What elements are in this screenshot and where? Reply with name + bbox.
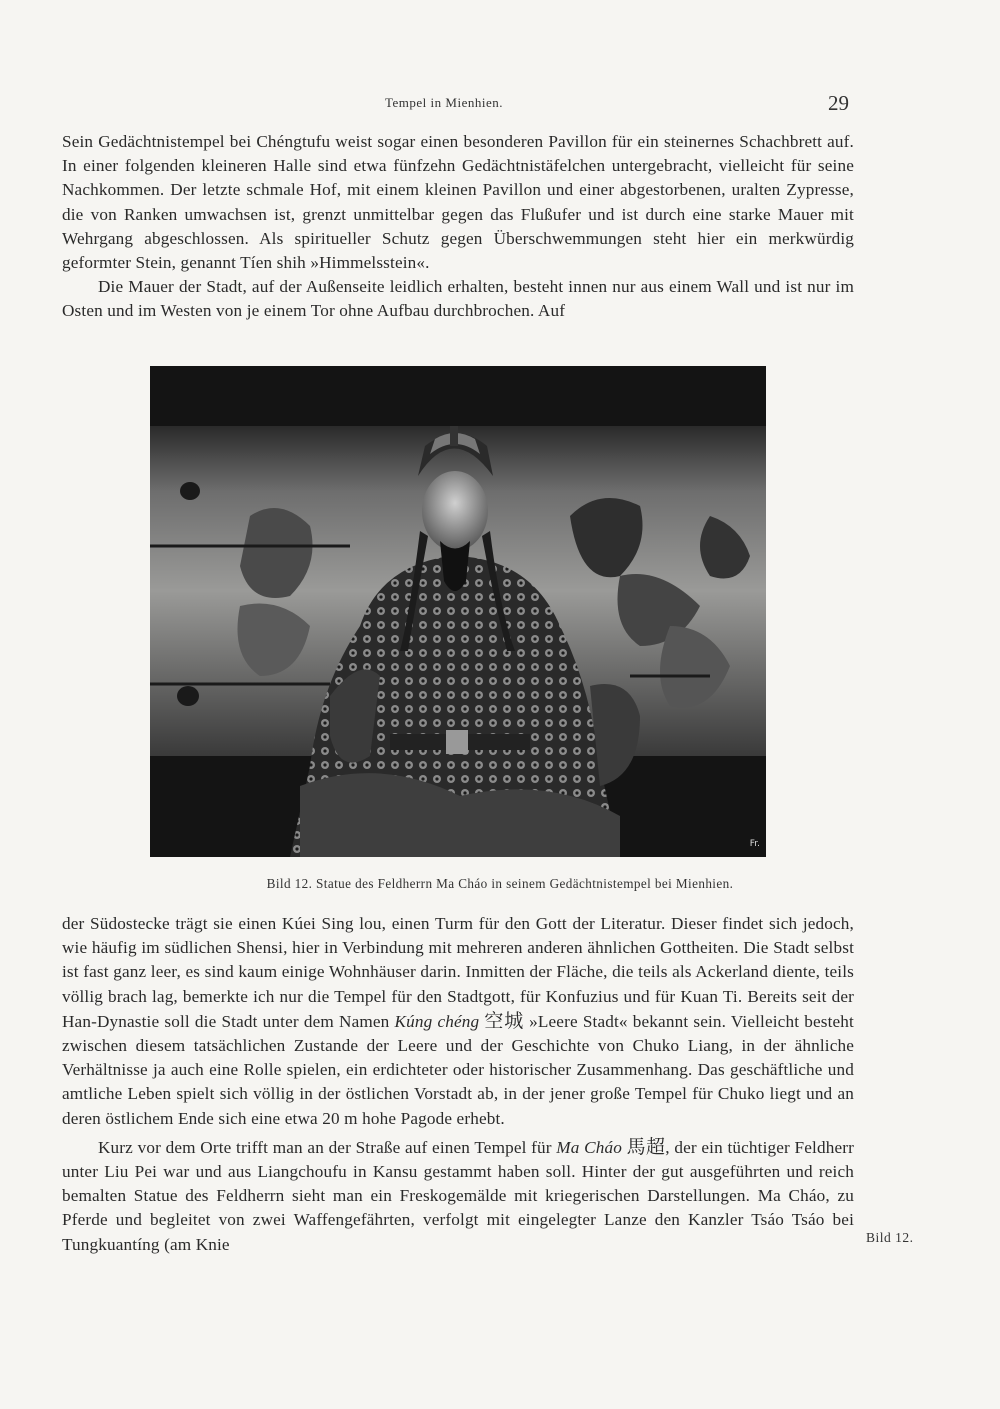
running-title: Tempel in Mienhien. (385, 95, 503, 110)
paragraph (62, 1135, 854, 1257)
paragraph: Sein Gedächtnistempel bei Chéngtufu weist sogar einen besonderen Pavillon für ein steinernes Schachbrett auf. In einer folgenden kleineren Halle sind etwa fünfzehn Gedächtnistäfelchen untergebracht, vielleicht für seine Nachkommen. Der letzte schmale Hof, mit einem kleinen Pavillon und einer abgestorbenen, uralten Zypresse, die von Ranken umwachsen ist, grenzt unmittelbar gegen das Flußufer und ist durch eine starke Mauer mit Wehrgang abgeschlossen. Als spiritueller Schutz gegen Überschwemmungen steht hier ein merkwürdig geformter Stein, genannt Tíen shih »Himmelsstein«. (62, 132, 854, 273)
figure-caption: Bild 12. Statue des Feldherrn Ma Cháo in seinem Gedächtnistempel bei Mienhien. (266, 876, 734, 891)
page-number: 29 (828, 91, 849, 115)
chinese-characters: 馬超 (626, 1135, 666, 1158)
statue-photograph (150, 366, 766, 857)
paragraph (62, 912, 854, 1131)
text-block-top (62, 130, 854, 324)
text-block-bottom (62, 912, 854, 1257)
text-run: Kurz vor dem Orte trifft man an der Straße auf einen Tempel für (98, 1137, 557, 1157)
text-run: »Leere Stadt« bekannt sein. Vielleicht besteht zwischen diesem tatsächlichen Zustande der Leere und der Geschichte von Chuko Liang, in der ähnliche Verhältnisse ja auch eine Rolle spielen, ein erdichteter oder historischer Zusammenhang. Das geschäftliche und amtliche Leben spielt sich völlig in der östlichen Vorstadt ab, in der jener große Tempel für Chuko liegt und an deren östlichem Ende sich eine etwa 20 m hohe Pagode erhebt. (62, 1011, 854, 1128)
page-header (0, 93, 1000, 119)
chinese-characters: 空城 (484, 1009, 525, 1032)
photographer-mark: Fr. (749, 839, 760, 849)
paragraph: Die Mauer der Stadt, auf der Außenseite leidlich erhalten, besteht innen nur aus einem Wall und ist nur im Osten und im Westen von je einem Tor ohne Aufbau durchbrochen. Auf (62, 277, 854, 321)
text-run: , der ein tüchtiger Feldherr unter Liu Pei war und aus Liangchoufu in Kansu gestammt haben soll. Hinter der gut ausgeführten und reich bemalten Statue des Feldherrn sieht man ein Freskogemälde mit kriegerischen Darstellungen. Ma Cháo, zu Pferde und begleitet von zwei Waffengefährten, verfolgt mit eingelegter Lanze den Kanzler Tsáo Tsáo bei Tungkuantíng (am Knie (62, 1137, 854, 1254)
statue-photo-illustration (150, 366, 766, 857)
margin-note: Bild 12. (866, 1230, 914, 1245)
text-run: der Südostecke trägt sie einen Kúei Sing lou, einen Turm für den Gott der Literatur. Dieser findet sich jedoch, wie häufig im südlichen Shensi, hier in Verbindung mit mehreren anderen ähnlichen Gottheiten. Die Stadt selbst ist fast ganz leer, es sind kaum einige Wohnhäuser darin. Inmitten der Fläche, die teils als Ackerland diente, teils völlig brach lag, bemerkte ich nur die Tempel für den Stadtgott, für Konfuzius und für Kuan Ti. Bereits seit der Han-Dynastie soll die Stadt unter dem Namen (62, 914, 854, 1031)
italic-term: Kúng chéng (394, 1011, 480, 1031)
italic-term: Ma Cháo (556, 1137, 622, 1157)
